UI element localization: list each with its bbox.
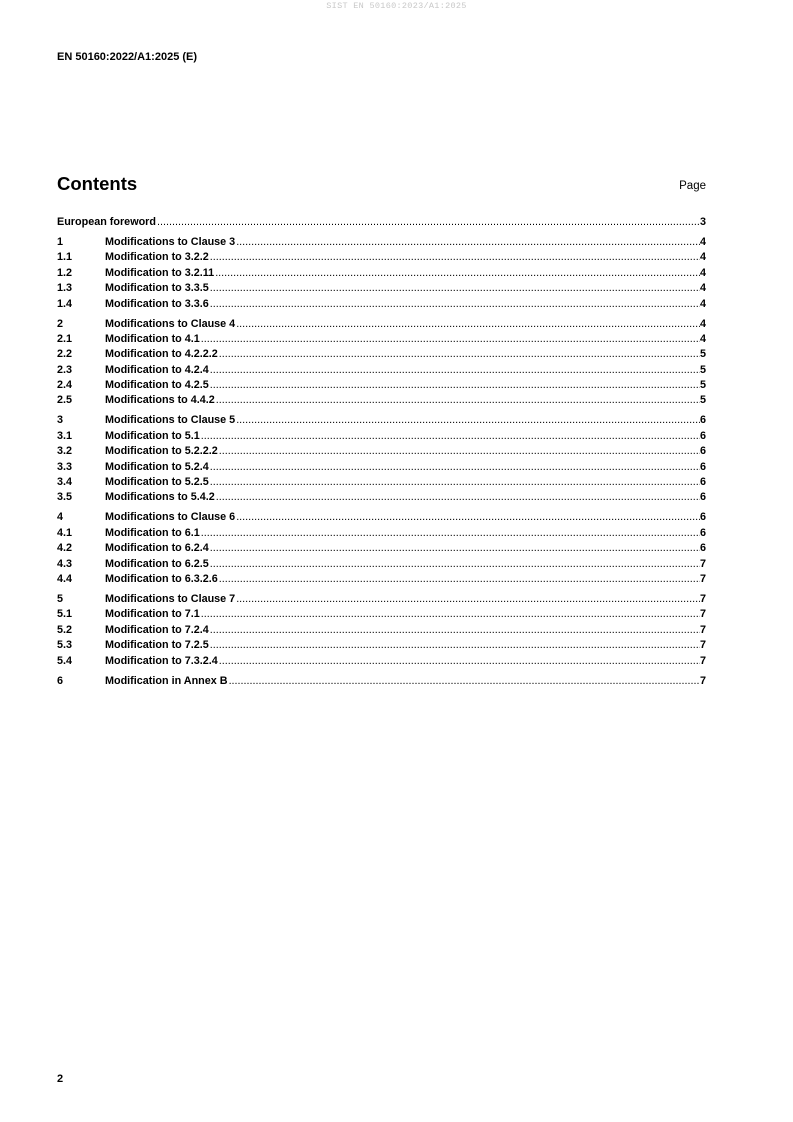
toc-entry-number: 6 [57, 674, 64, 687]
toc-entry-1-1[interactable] [57, 250, 706, 265]
toc-entry-page: 7 [699, 674, 706, 687]
toc-entry-clause-3[interactable] [57, 413, 706, 428]
toc-entry-text: Modification to 5.2.2.2 [105, 445, 218, 458]
toc-entry-text: Modifications to 4.4.2 [105, 394, 215, 407]
contents-heading: Contents [57, 173, 138, 194]
toc-leader-dots [236, 510, 700, 525]
toc-entry-text: Modification in Annex B [105, 674, 228, 687]
toc-entry-number: 2.2 [57, 348, 73, 361]
toc-entry-page: 4 [699, 317, 706, 330]
toc-leader-dots [219, 654, 700, 669]
toc-entry-number: 5 [57, 592, 64, 605]
toc-entry-number: 1.1 [57, 251, 73, 264]
watermark: SIST EN 50160:2023/A1:2025 [326, 1, 467, 11]
toc-entry-clause-5[interactable] [57, 592, 706, 607]
toc-leader-dots [215, 266, 700, 281]
toc-entry-text: Modification to 4.2.2.2 [105, 348, 218, 361]
toc-entry-number: 3.1 [57, 429, 73, 442]
toc-entry-page: 5 [699, 348, 706, 361]
toc-entry-text: European foreword [57, 216, 156, 228]
toc-entry-number: 1.3 [57, 282, 73, 295]
toc-leader-dots [236, 592, 700, 607]
toc-entry-page: 4 [699, 282, 706, 295]
toc-leader-dots [210, 281, 700, 296]
toc-entry-2-5[interactable] [57, 393, 706, 408]
toc-entry-text: Modifications to Clause 3 [105, 235, 236, 248]
toc-entry-page: 5 [699, 363, 706, 376]
toc-entry-number: 3.5 [57, 491, 73, 504]
toc-entry-text: Modification to 3.2.11 [105, 266, 215, 279]
toc-entry-text: Modifications to Clause 7 [105, 592, 236, 605]
toc-entry-text: Modification to 3.2.2 [105, 251, 209, 264]
toc-entry-number: 2 [57, 317, 64, 330]
page-number: 2 [57, 1073, 64, 1085]
toc-entry-5-4[interactable] [57, 654, 706, 669]
toc-leader-dots [210, 541, 700, 556]
toc-entry-2-2[interactable] [57, 347, 706, 362]
toc-entry-text: Modification to 3.3.6 [105, 297, 209, 310]
toc-leader-dots [236, 413, 700, 428]
toc-entry-number: 5.3 [57, 639, 73, 652]
toc-entry-text: Modification to 7.3.2.4 [105, 654, 218, 667]
toc-entry-page: 7 [699, 557, 706, 570]
toc-entry-text: Modification to 7.1 [105, 608, 200, 621]
toc-entry-page: 6 [699, 460, 706, 473]
toc-entry-number: 4.4 [57, 572, 73, 585]
toc-leader-dots [210, 363, 700, 378]
toc-entry-number: 5.1 [57, 608, 73, 621]
toc-leader-dots [201, 607, 700, 622]
toc-entry-page: 5 [699, 394, 706, 407]
toc-entry-2-4[interactable] [57, 378, 706, 393]
toc-entry-text: Modification to 7.2.5 [105, 639, 209, 652]
toc-entry-clause-4[interactable] [57, 510, 706, 525]
document-identifier: EN 50160:2022/A1:2025 (E) [57, 51, 198, 63]
toc-leader-dots [219, 347, 700, 362]
toc-entry-3-3[interactable] [57, 460, 706, 475]
toc-entry-text: Modification to 6.3.2.6 [105, 572, 218, 585]
toc-entry-page: 5 [699, 379, 706, 392]
toc-entry-4-1[interactable] [57, 526, 706, 541]
toc-entry-european-foreword[interactable] [57, 215, 706, 230]
toc-entry-page: 6 [699, 491, 706, 504]
toc-leader-dots [219, 444, 700, 459]
toc-entry-text: Modifications to Clause 4 [105, 317, 236, 330]
toc-entry-text: Modification to 4.2.5 [105, 379, 209, 392]
toc-entry-4-4[interactable] [57, 572, 706, 587]
toc-entry-page: 7 [699, 654, 706, 667]
toc-entry-text: Modification to 6.2.4 [105, 542, 209, 555]
toc-entry-page: 6 [699, 526, 706, 539]
toc-entry-5-1[interactable] [57, 607, 706, 622]
toc-entry-page: 7 [699, 592, 706, 605]
toc-entry-page: 6 [699, 414, 706, 427]
toc-leader-dots [201, 429, 700, 444]
toc-entry-text: Modification to 3.3.5 [105, 282, 209, 295]
toc-leader-dots [201, 332, 700, 347]
toc-entry-1-2[interactable] [57, 266, 706, 281]
toc-entry-number: 2.5 [57, 394, 73, 407]
toc-entry-number: 4.2 [57, 542, 73, 555]
toc-entry-page: 4 [699, 297, 706, 310]
toc-entry-text: Modification to 7.2.4 [105, 623, 209, 636]
toc-entry-3-2[interactable] [57, 444, 706, 459]
toc-entry-4-3[interactable] [57, 557, 706, 572]
toc-entry-number: 1 [57, 235, 64, 248]
toc-entry-5-3[interactable] [57, 638, 706, 653]
toc-leader-dots [219, 572, 700, 587]
toc-entry-page: 6 [699, 429, 706, 442]
toc-entry-clause-2[interactable] [57, 317, 706, 332]
toc-entry-page: 4 [699, 251, 706, 264]
toc-entry-page: 6 [699, 476, 706, 489]
toc-entry-page: 4 [699, 235, 706, 248]
toc-entry-number: 2.1 [57, 332, 73, 345]
toc-entry-1-4[interactable] [57, 297, 706, 312]
toc-entry-text: Modifications to 5.4.2 [105, 491, 215, 504]
toc-entry-clause-1[interactable] [57, 235, 706, 250]
toc-entry-page: 6 [699, 445, 706, 458]
toc-leader-dots [210, 250, 700, 265]
toc-entry-3-4[interactable] [57, 475, 706, 490]
toc-entry-page: 7 [699, 623, 706, 636]
toc-entry-2-1[interactable] [57, 332, 706, 347]
toc-leader-dots [216, 490, 700, 505]
toc-entry-text: Modifications to Clause 6 [105, 511, 236, 524]
toc-entry-text: Modification to 6.1 [105, 526, 200, 539]
toc-entry-number: 4.1 [57, 526, 73, 539]
toc-leader-dots [210, 475, 700, 490]
toc-entry-text: Modification to 5.1 [105, 429, 200, 442]
toc-leader-dots [229, 674, 700, 689]
page-column-label: Page [679, 180, 706, 192]
toc-leader-dots [210, 557, 700, 572]
toc-entry-number: 4 [57, 511, 64, 524]
toc-entry-number: 3.3 [57, 460, 73, 473]
toc-entry-1-3[interactable] [57, 281, 706, 296]
toc-entry-number: 1.2 [57, 266, 73, 279]
toc-entry-text: Modification to 4.1 [105, 332, 200, 345]
toc-leader-dots [210, 623, 700, 638]
toc-entry-number: 1.4 [57, 297, 73, 310]
toc-leader-dots [157, 215, 700, 230]
toc-entry-4-2[interactable] [57, 541, 706, 556]
toc-entry-number: 2.3 [57, 363, 73, 376]
toc-entry-text: Modification to 5.2.5 [105, 476, 209, 489]
toc-entry-text: Modification to 5.2.4 [105, 460, 209, 473]
toc-entry-page: 7 [699, 572, 706, 585]
toc-entry-number: 3 [57, 414, 64, 427]
toc-leader-dots [236, 317, 700, 332]
toc-entry-3-1[interactable] [57, 429, 706, 444]
toc-leader-dots [236, 235, 700, 250]
toc-entry-number: 5.4 [57, 654, 73, 667]
toc-leader-dots [210, 297, 700, 312]
toc-entry-page: 7 [699, 639, 706, 652]
toc-leader-dots [216, 393, 700, 408]
toc-entry-3-5[interactable] [57, 490, 706, 505]
toc-entry-page: 6 [699, 511, 706, 524]
toc-entry-clause-6[interactable] [57, 674, 706, 689]
toc-leader-dots [210, 460, 700, 475]
toc-leader-dots [210, 638, 700, 653]
toc-entry-2-3[interactable] [57, 363, 706, 378]
toc-entry-page: 4 [699, 266, 706, 279]
toc-leader-dots [210, 378, 700, 393]
toc-entry-number: 5.2 [57, 623, 73, 636]
toc-leader-dots [201, 526, 700, 541]
toc-entry-page: 4 [699, 332, 706, 345]
toc-entry-page: 6 [699, 542, 706, 555]
table-of-contents [57, 215, 706, 689]
toc-entry-number: 3.2 [57, 445, 73, 458]
toc-entry-text: Modification to 6.2.5 [105, 557, 209, 570]
toc-entry-page: 3 [699, 216, 706, 228]
toc-entry-text: Modifications to Clause 5 [105, 414, 236, 427]
toc-entry-number: 2.4 [57, 379, 73, 392]
toc-entry-text: Modification to 4.2.4 [105, 363, 209, 376]
toc-entry-page: 7 [699, 608, 706, 621]
toc-entry-number: 4.3 [57, 557, 73, 570]
toc-entry-number: 3.4 [57, 476, 73, 489]
toc-entry-5-2[interactable] [57, 623, 706, 638]
